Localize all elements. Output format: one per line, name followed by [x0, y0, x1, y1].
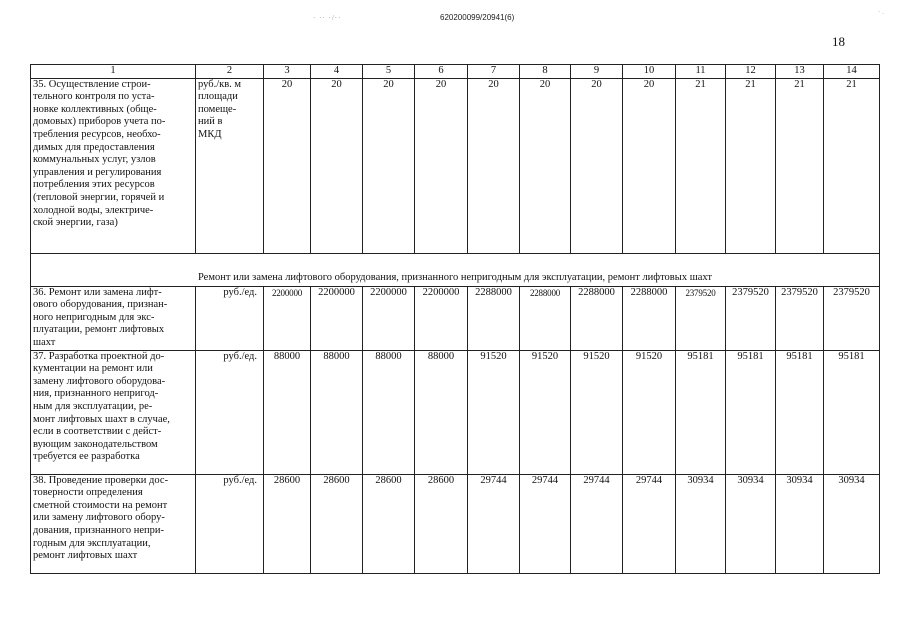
row-36-description: 36. Ремонт или замена лифт- ового оборудования, признан- ного непригодным для экс- плуатации, ремонт лифтовых шахт	[31, 286, 196, 350]
row-38-value: 30934	[726, 474, 776, 573]
column-number-row	[31, 65, 880, 79]
document-number: 620200099/20941(6)	[440, 13, 515, 22]
row-35-value: 21	[726, 78, 776, 253]
row-36-value: 2288000	[520, 286, 571, 350]
row-35-value: 20	[264, 78, 311, 253]
row-37-unit: руб./ед.	[196, 350, 264, 474]
row-38-description: 38. Проведение проверки дос- товерности определения сметной стоимости на ремонт или замену лифтового обору- дования, признанного непри- годным для эксплуатации, ремонт лифтовых шахт	[31, 474, 196, 573]
row-36-value: 2379520	[726, 286, 776, 350]
row-38-value: 29744	[520, 474, 571, 573]
column-number: 14	[824, 65, 880, 79]
row-38-value: 28600	[363, 474, 415, 573]
row-37-value: 91520	[468, 350, 520, 474]
row-36-unit: руб./ед.	[196, 286, 264, 350]
row-36-value: 2288000	[571, 286, 623, 350]
row-35-value: 20	[363, 78, 415, 253]
row-37-value: 88000	[311, 350, 363, 474]
row-35-value: 20	[415, 78, 468, 253]
row-38-value: 29744	[468, 474, 520, 573]
row-36-value: 2288000	[623, 286, 676, 350]
row-37-value: 95181	[824, 350, 880, 474]
row-37-value: 91520	[571, 350, 623, 474]
row-35-value: 21	[776, 78, 824, 253]
row-35-value: 20	[311, 78, 363, 253]
row-38-value: 29744	[623, 474, 676, 573]
column-number: 9	[571, 65, 623, 79]
column-number: 12	[726, 65, 776, 79]
row-37-value: 88000	[363, 350, 415, 474]
section-row	[31, 253, 880, 286]
row-35-description: 35. Осуществление строи- тельного контроля по уста- новке коллективных (обще- домовых) приборов учета по- требления ресурсов, необхо- димых для предоставления коммунальных услуг, узлов управления и регулирования потребления этих ресурсов (тепловой энергии, горячей и холодной воды, электриче- ской энергии, газа)	[31, 78, 196, 253]
table-row	[31, 350, 880, 474]
row-37-value: 88000	[264, 350, 311, 474]
row-38-value: 28600	[264, 474, 311, 573]
table-row	[31, 78, 880, 253]
row-35-value: 20	[520, 78, 571, 253]
row-38-value: 28600	[415, 474, 468, 573]
row-36-value: 2288000	[468, 286, 520, 350]
row-35-value: 20	[468, 78, 520, 253]
row-38-value: 30934	[824, 474, 880, 573]
table-row	[31, 286, 880, 350]
row-36-value: 2379520	[824, 286, 880, 350]
column-number: 11	[676, 65, 726, 79]
column-number: 4	[311, 65, 363, 79]
column-number: 7	[468, 65, 520, 79]
row-37-value: 95181	[676, 350, 726, 474]
column-number: 8	[520, 65, 571, 79]
row-35-value: 21	[824, 78, 880, 253]
row-37-value: 91520	[623, 350, 676, 474]
section-title: Ремонт или замена лифтового оборудования, признанного непригодным для эксплуатации, ремонт лифтовых шахт	[31, 253, 880, 286]
row-36-value: 2200000	[264, 286, 311, 350]
row-35-unit: руб./кв. м площади помеще- ний в МКД	[196, 78, 264, 253]
table-row	[31, 474, 880, 573]
row-38-value: 30934	[776, 474, 824, 573]
row-36-value: 2200000	[415, 286, 468, 350]
row-38-unit: руб./ед.	[196, 474, 264, 573]
column-number: 13	[776, 65, 824, 79]
column-number: 2	[196, 65, 264, 79]
tariff-table	[30, 64, 880, 574]
row-38-value: 29744	[571, 474, 623, 573]
column-number: 5	[363, 65, 415, 79]
row-36-value: 2200000	[311, 286, 363, 350]
column-number: 1	[31, 65, 196, 79]
row-36-value: 2379520	[676, 286, 726, 350]
row-37-value: 95181	[726, 350, 776, 474]
corner-scan-mark: · .	[878, 8, 884, 16]
column-number: 3	[264, 65, 311, 79]
column-number: 6	[415, 65, 468, 79]
column-number: 10	[623, 65, 676, 79]
row-37-value: 95181	[776, 350, 824, 474]
row-37-value: 88000	[415, 350, 468, 474]
row-37-value: 91520	[520, 350, 571, 474]
page-number: 18	[832, 34, 845, 49]
row-36-value: 2379520	[776, 286, 824, 350]
row-37-description: 37. Разработка проектной до- кументации на ремонт или замену лифтового оборудова- ния, признанного непригод- ным для эксплуатации, ре- монт лифтовых шахт в случае, если в соответствии с дейст- вующим законодательством требуется ее разработка	[31, 350, 196, 474]
row-35-value: 20	[571, 78, 623, 253]
row-38-value: 28600	[311, 474, 363, 573]
row-35-value: 21	[676, 78, 726, 253]
row-38-value: 30934	[676, 474, 726, 573]
scan-stamp-mark: · ·· ·/··	[313, 14, 342, 22]
row-36-value: 2200000	[363, 286, 415, 350]
row-35-value: 20	[623, 78, 676, 253]
